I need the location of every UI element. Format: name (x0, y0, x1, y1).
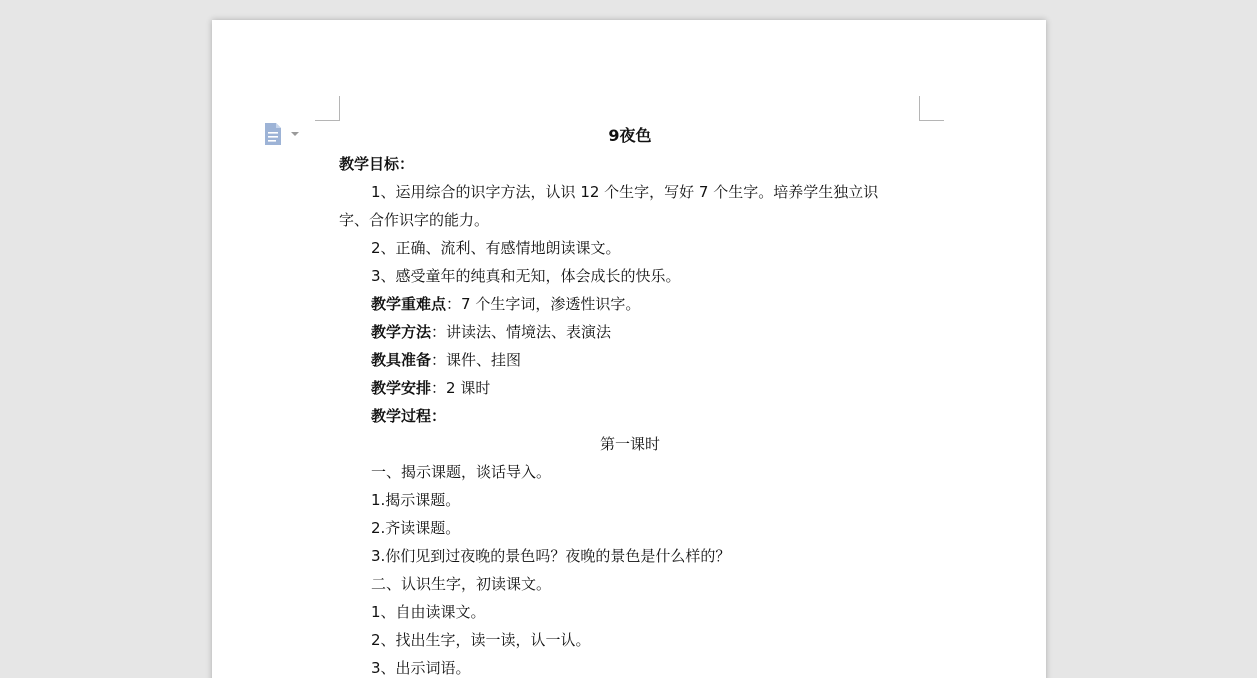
schedule-paragraph (339, 374, 921, 402)
methods-label: 教学方法 (371, 323, 432, 341)
lesson-1-heading: 第一课时 (599, 435, 660, 453)
objective-2: 2、正确、流利、有感情地朗读课文。 (371, 239, 621, 257)
objectives-heading: 教学目标： (339, 155, 415, 173)
paste-options-icon[interactable] (263, 121, 303, 147)
step-2-2: 2、找出生字，读一读，认一认。 (371, 631, 591, 649)
methods-value: ：讲读法、情境法、表演法 (431, 323, 612, 341)
key-points-label: 教学重难点 (371, 295, 447, 313)
step-1: 一、揭示课题，谈话导入。 (371, 463, 552, 481)
document-body[interactable] (339, 122, 921, 678)
document-title: 9夜色 (608, 126, 652, 145)
document-page[interactable] (212, 20, 1046, 678)
materials-value: ：课件、挂图 (431, 351, 522, 369)
step-1-1: 1.揭示课题。 (371, 491, 461, 509)
key-points-value: ：7 个生字词，渗透性识字。 (446, 295, 641, 313)
margin-corner-top-right (919, 96, 944, 121)
key-points-paragraph (339, 290, 921, 318)
step-2: 二、认识生字，初读课文。 (371, 575, 552, 593)
step-1-3: 3.你们见到过夜晚的景色吗？夜晚的景色是什么样的？ (371, 547, 731, 565)
objective-1-line-2: 字、合作识字的能力。 (339, 211, 490, 229)
materials-label: 教具准备 (371, 351, 432, 369)
objective-1-line-1: 1、运用综合的识字方法，认识 12 个生字，写好 7 个生字。培养学生独立识 (371, 183, 879, 201)
step-2-3: 3、出示词语。 (371, 659, 471, 677)
materials-paragraph (339, 346, 921, 374)
schedule-value: ：2 课时 (431, 379, 491, 397)
margin-corner-top-left (315, 96, 340, 121)
methods-paragraph (339, 318, 921, 346)
schedule-label: 教学安排 (371, 379, 432, 397)
process-heading: 教学过程： (371, 407, 447, 425)
objective-3: 3、感受童年的纯真和无知，体会成长的快乐。 (371, 267, 681, 285)
step-1-2: 2.齐读课题。 (371, 519, 461, 537)
step-2-1: 1、自由读课文。 (371, 603, 486, 621)
